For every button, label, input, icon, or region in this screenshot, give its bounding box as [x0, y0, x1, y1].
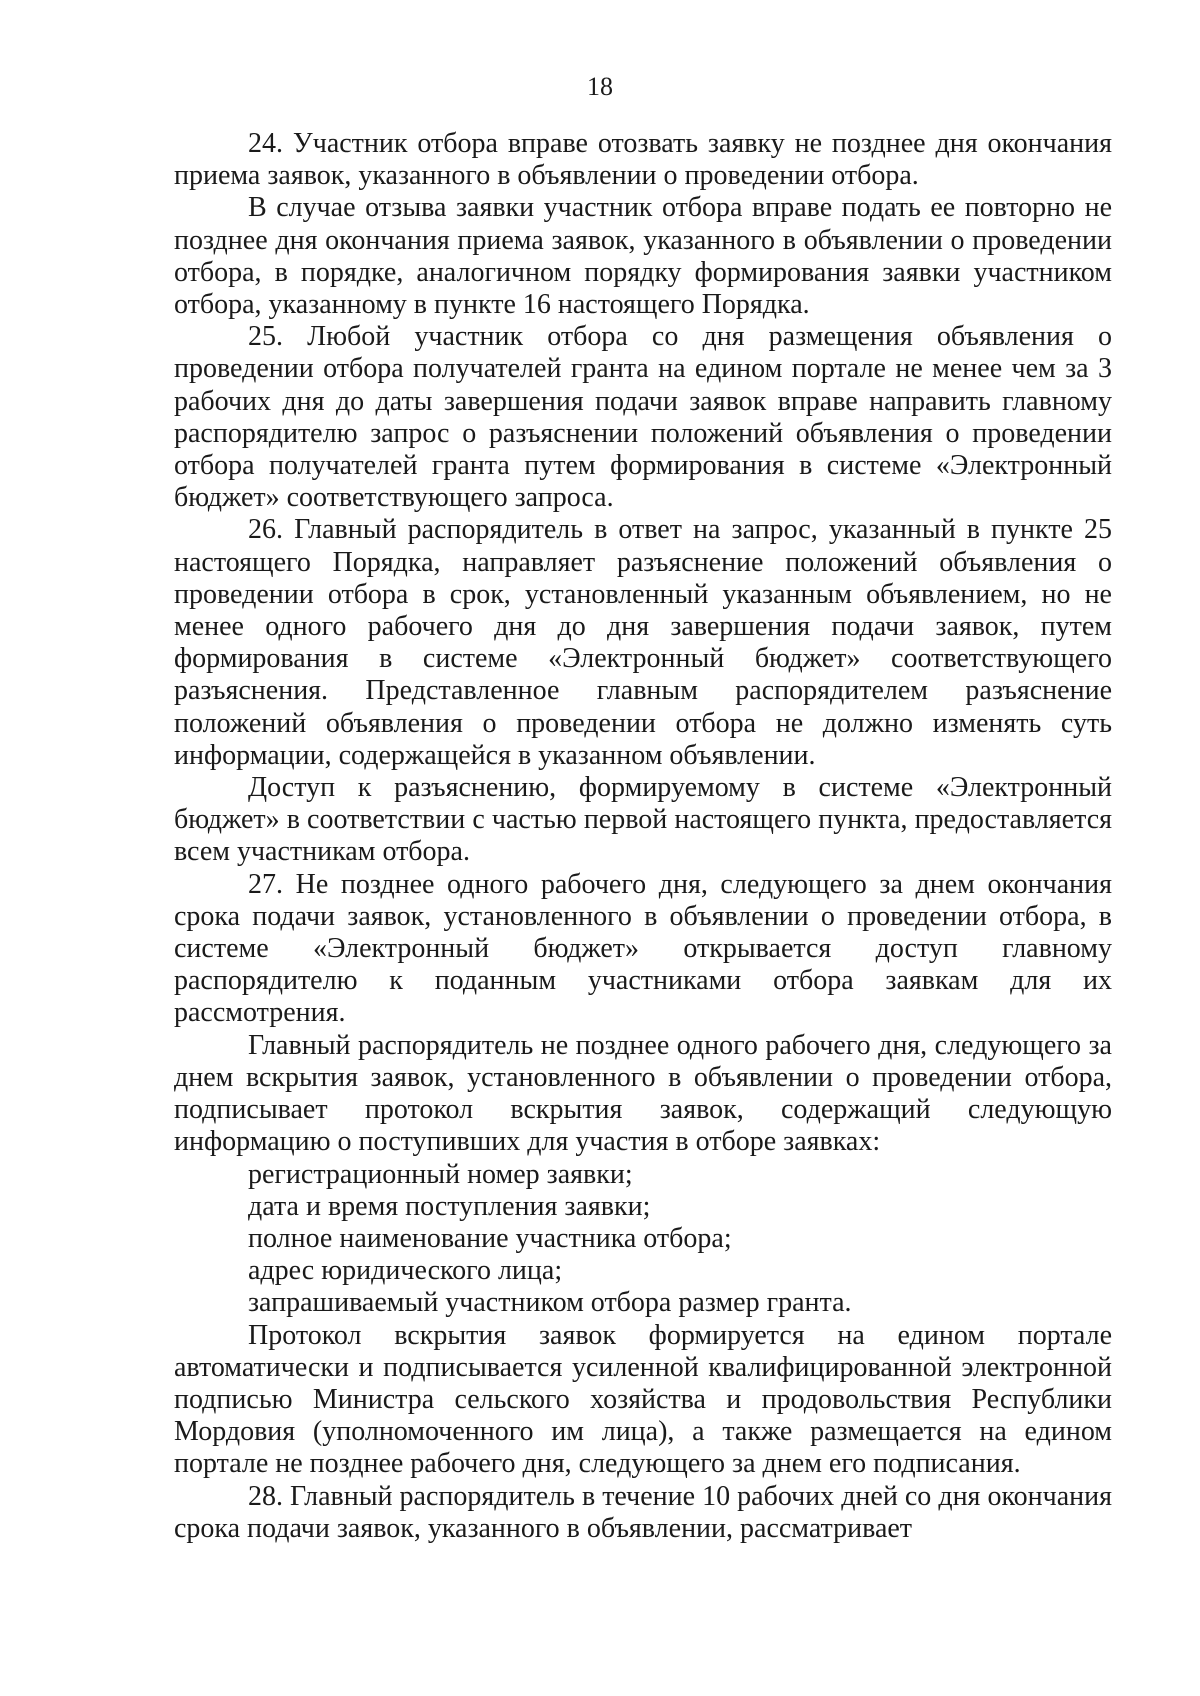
paragraph-24: 24. Участник отбора вправе отозвать заявку не позднее дня окончания приема заявок, указанного в объявлении о проведении отбора. — [174, 128, 1112, 192]
paragraph-25: 25. Любой участник отбора со дня размещения объявления о проведении отбора получателей гранта на едином портале не менее чем за 3 рабочих дня до даты завершения подачи заявок вправе направить главному распорядителю запрос о разъяснении положений объявления о проведении отбора получателей гранта путем формирования в системе «Электронный бюджет» соответствующего запроса. — [174, 321, 1112, 514]
list-item-participant-name: полное наименование участника отбора; — [248, 1222, 732, 1254]
list-item-grant-size: запрашиваемый участником отбора размер гранта. — [248, 1287, 852, 1319]
paragraph-27-protocol: Главный распорядитель не позднее одного рабочего дня, следующего за днем вскрытия заявок, установленного в объявлении о проведении отбора, подписывает протокол вскрытия заявок, содержащий следующую информацию о поступивших для участия в отборе заявках: — [174, 1029, 1112, 1158]
list-item-legal-address: адрес юридического лица; — [248, 1255, 563, 1287]
page-number: 18 — [587, 72, 613, 101]
paragraph-26: 26. Главный распорядитель в ответ на запрос, указанный в пункте 25 настоящего Порядка, направляет разъяснение положений объявления о проведении отбора в срок, установленный указанным объявлением, но не менее одного рабочего дня до дня завершения подачи заявок, путем формирования в системе «Электронный бюджет» соответствующего разъяснения. Представленное главным распорядителем разъяснение положений объявления о проведении отбора не должно изменять суть информации, содержащейся в указанном объявлении. — [174, 514, 1112, 771]
paragraph-28: 28. Главный распорядитель в течение 10 рабочих дней со дня окончания срока подачи заявок, указанного в объявлении, рассматривает — [174, 1480, 1112, 1544]
list-item-registration-number: регистрационный номер заявки; — [248, 1158, 633, 1190]
list-item-date-time: дата и время поступления заявки; — [248, 1190, 651, 1222]
paragraph-24-withdrawal: В случае отзыва заявки участник отбора вправе подать ее повторно не позднее дня окончания приема заявок, указанного в объявлении о проведении отбора, в порядке, аналогичном порядку формирования заявки участником отбора, указанному в пункте 16 настоящего Порядка. — [174, 192, 1112, 321]
paragraph-protocol-signing: Протокол вскрытия заявок формируется на едином портале автоматически и подписывается усиленной квалифицированной электронной подписью Министра сельского хозяйства и продовольствия Республики Мордовия (уполномоченного им лица), а также размещается на едином портале не позднее рабочего дня, следующего за днем его подписания. — [174, 1319, 1112, 1480]
document-body — [174, 128, 1112, 1545]
paragraph-27: 27. Не позднее одного рабочего дня, следующего за днем окончания срока подачи заявок, установленного в объявлении о проведении отбора, в системе «Электронный бюджет» открывается доступ главному распорядителю к поданным участниками отбора заявкам для их рассмотрения. — [174, 868, 1112, 1029]
paragraph-26-access: Доступ к разъяснению, формируемому в системе «Электронный бюджет» в соответствии с частью первой настоящего пункта, предоставляется всем участникам отбора. — [174, 772, 1112, 868]
